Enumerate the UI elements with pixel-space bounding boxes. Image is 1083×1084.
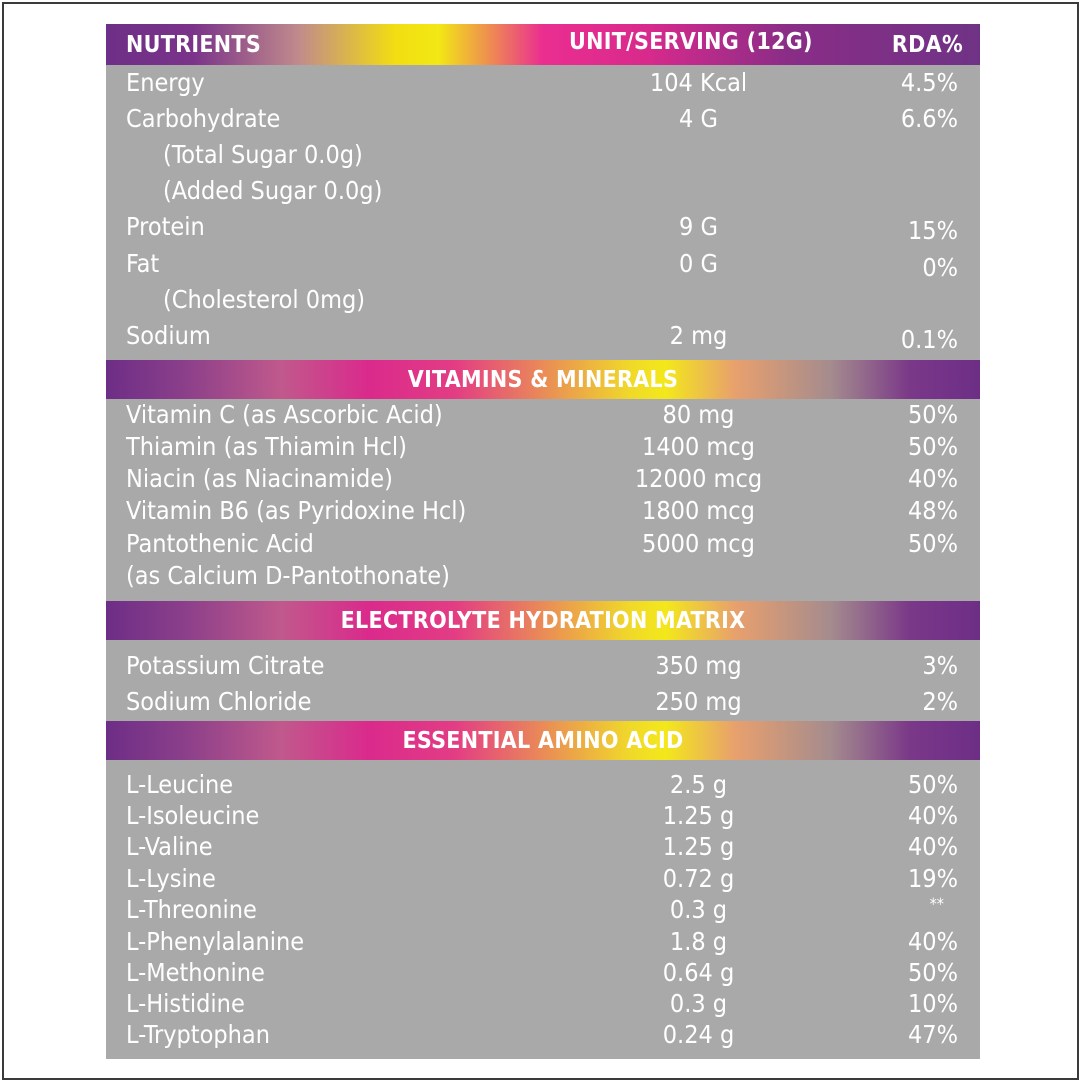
nutrient-name: Pantothenic Acid [126, 529, 314, 558]
table-row [106, 1018, 980, 1052]
nutrient-name: Potassium Citrate [126, 651, 325, 680]
nutrient-name: Carbohydrate [126, 104, 281, 133]
nutrient-subitem: (Added Sugar 0.0g) [163, 176, 383, 205]
nutrient-amount: 1.25 g [662, 801, 735, 830]
nutrient-rda: 50% [908, 770, 958, 799]
section-header-electrolytes [106, 601, 980, 640]
nutrient-amount: 0.3 g [669, 989, 728, 1018]
nutrient-amount: 350 mg [655, 651, 742, 680]
nutrient-name: Niacin (as Niacinamide) [126, 464, 393, 493]
nutrient-subitem: (Cholesterol 0mg) [163, 285, 366, 314]
nutrient-rda: 50% [908, 529, 958, 558]
nutrient-rda: 15% [908, 216, 958, 245]
table-row [106, 66, 980, 100]
nutrient-amount: 2.5 g [669, 770, 728, 799]
nutrient-amount: 0 G [679, 249, 718, 278]
table-row [106, 685, 980, 719]
nutrient-name: L-Leucine [126, 770, 234, 799]
nutrient-rda: 47% [908, 1020, 958, 1049]
nutrient-name: Protein [126, 212, 205, 241]
nutrient-name: L-Tryptophan [126, 1020, 270, 1049]
nutrient-name: L-Phenylalanine [126, 927, 305, 956]
nutrient-name: L-Histidine [126, 989, 245, 1018]
table-row [106, 559, 980, 593]
nutrient-rda: 50% [908, 400, 958, 429]
table-row [106, 210, 980, 244]
nutrient-rda: 48% [908, 496, 958, 525]
table-row [106, 527, 980, 561]
nutrient-rda: 40% [908, 832, 958, 861]
nutrient-amount: 5000 mcg [642, 529, 755, 558]
nutrient-name: Vitamin B6 (as Pyridoxine Hcl) [126, 496, 467, 525]
nutrient-rda: 50% [908, 432, 958, 461]
table-header [106, 24, 980, 65]
nutrient-amount: 0.72 g [662, 864, 735, 893]
nutrient-amount: 4 G [679, 104, 718, 133]
nutrient-rda: 40% [908, 927, 958, 956]
section-title: ESSENTIAL AMINO ACID [402, 728, 684, 754]
nutrient-name: Energy [126, 68, 205, 97]
nutrient-amount: 0.3 g [669, 895, 728, 924]
nutrient-rda: 10% [908, 989, 958, 1018]
nutrient-amount: 0.24 g [662, 1020, 735, 1049]
table-row [106, 987, 980, 1021]
table-row [106, 862, 980, 896]
nutrient-amount: 1.8 g [669, 927, 728, 956]
nutrient-amount: 104 Kcal [649, 68, 748, 97]
nutrient-amount: 2 mg [669, 321, 728, 350]
rda-column-header: RDA% [891, 32, 963, 58]
table-row [106, 138, 980, 172]
nutrient-subitem: (Total Sugar 0.0g) [163, 140, 363, 169]
table-row [106, 830, 980, 864]
nutrient-amount: 1.25 g [662, 832, 735, 861]
table-row [106, 247, 980, 281]
table-row [106, 649, 980, 683]
nutrient-rda: 19% [908, 864, 958, 893]
nutrient-amount: 1400 mcg [642, 432, 755, 461]
table-row [106, 319, 980, 353]
nutrients-column-header: NUTRIENTS [126, 32, 262, 58]
nutrient-name: Sodium [126, 321, 211, 350]
table-row [106, 925, 980, 959]
nutrient-name: (as Calcium D-Pantothonate) [126, 561, 450, 590]
table-row [106, 174, 980, 208]
table-row [106, 283, 980, 317]
table-row [106, 799, 980, 833]
nutrient-amount: 0.64 g [662, 958, 735, 987]
nutrient-name: L-Valine [126, 832, 213, 861]
nutrient-rda: 2% [922, 687, 958, 716]
nutrient-rda: 4.5% [900, 68, 958, 97]
nutrient-name: Vitamin C (as Ascorbic Acid) [126, 400, 443, 429]
nutrient-amount: 12000 mcg [634, 464, 763, 493]
nutrient-rda: 50% [908, 958, 958, 987]
nutrient-amount: 80 mg [662, 400, 735, 429]
nutrient-name: Sodium Chloride [126, 687, 312, 716]
table-row [106, 494, 980, 528]
nutrient-name: L-Lysine [126, 864, 216, 893]
nutrient-rda: ** [929, 894, 944, 913]
nutrient-name: Thiamin (as Thiamin Hcl) [126, 432, 407, 461]
unit-column-header: UNIT/SERVING (12G) [569, 29, 813, 55]
nutrient-name: L-Isoleucine [126, 801, 260, 830]
section-title: VITAMINS & MINERALS [407, 367, 679, 393]
table-row [106, 768, 980, 802]
nutrient-rda: 0% [922, 253, 958, 282]
nutrient-rda: 6.6% [900, 104, 958, 133]
section-title: ELECTROLYTE HYDRATION MATRIX [340, 608, 746, 634]
nutrient-amount: 250 mg [655, 687, 742, 716]
section-header-vitamins [106, 360, 980, 399]
table-row [106, 893, 980, 927]
table-row [106, 102, 980, 136]
nutrient-amount: 9 G [679, 212, 718, 241]
nutrient-rda: 3% [922, 651, 958, 680]
table-row [106, 956, 980, 990]
nutrient-rda: 0.1% [900, 325, 958, 354]
table-row [106, 430, 980, 464]
nutrient-rda: 40% [908, 464, 958, 493]
nutrient-name: L-Threonine [126, 895, 257, 924]
section-header-amino-acids [106, 721, 980, 760]
nutrient-amount: 1800 mcg [642, 496, 755, 525]
nutrient-rda: 40% [908, 801, 958, 830]
table-row [106, 462, 980, 496]
nutrient-name: L-Methonine [126, 958, 265, 987]
nutrient-name: Fat [126, 249, 160, 278]
table-row [106, 398, 980, 432]
